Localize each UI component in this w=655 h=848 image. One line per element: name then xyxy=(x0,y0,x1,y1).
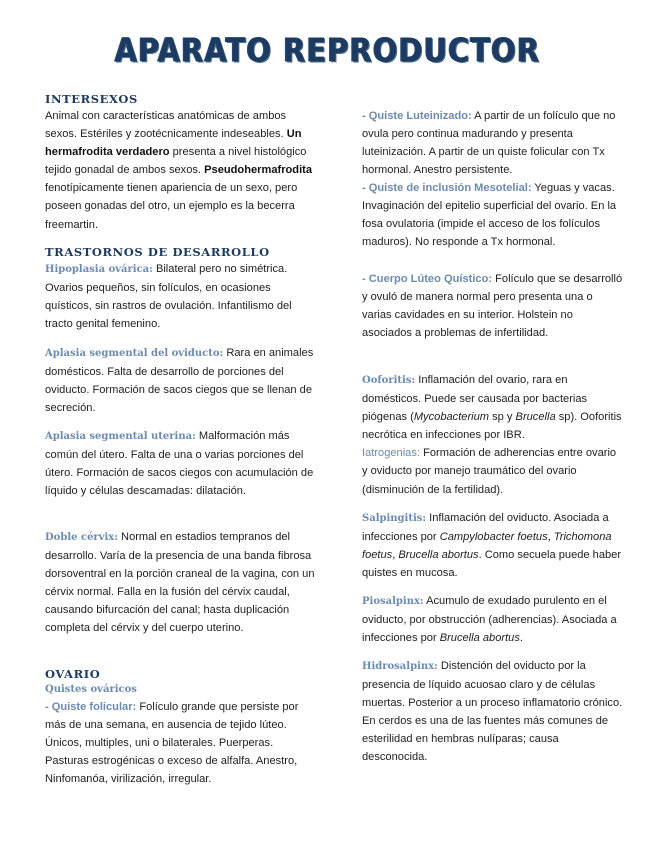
paragraph-intersexos: Animal con características anatómicas de ambos sexos. Estériles y zootécnicamente indeseables. Un hermafrodita verdadero presenta a nivel histológico tejido gonadal de ambos sexos. Pseudohermafrodita fenotípicamente tienen apariencia de un sexo, pero poseen gonadas del otro, un ejemplo es la becerra freemartin. xyxy=(45,110,313,231)
paragraph-hidrosalpinx: Hidrosalpinx: Distención del oviducto por la presencia de líquido acuosao claro y de células muertas. Posterior a un proceso inflamatorio crónico. En cerdos es una de las fuentes más comunes de esterilidad en hembras nulíparas; causa desconocida. xyxy=(362,660,623,764)
term-label: Hipoplasia ovárica: xyxy=(45,264,153,275)
term-label: Doble cérvix: xyxy=(45,532,118,543)
paragraph-piosalpinx: Piosalpinx: Acumulo de exudado purulento en el oviducto, por obstrucción (adherencias). Asociada a infecciones por Brucella abortus. xyxy=(362,595,617,645)
term-label: Aplasia segmental del oviducto: xyxy=(45,348,224,359)
paragraph-hipoplasia: Hipoplasia ovárica: Bilateral pero no simétrica. Ovarios pequeños, sin folículos, en ocasiones quísticos, sin rastros de ovulación. Infantilismo del tracto genital femenino. xyxy=(45,263,292,331)
paragraph-salpingitis: Salpingitis: Inflamación del oviducto. Asociada a infecciones por Campylobacter foetus, Trichomona foetus, Brucella abortus. Como secuela puede haber quistes en mucosa. xyxy=(362,512,622,580)
paragraph-quiste-luteinizado: - Quiste Luteinizado: A partir de un folículo que no ovula pero continua madurando y presenta luteinización. A partir de un quiste folicular con Tx hormonal. Anestro persistente. xyxy=(362,110,616,177)
term-label: Salpingitis: xyxy=(362,513,427,524)
paragraph-cuerpo-luteo: - Cuerpo Lúteo Quístico: Folículo que se desarrolló y ovuló de manera normal pero presenta una o varias cavidades en su interior. Holstein no asociados a problemas de infertilidad. xyxy=(362,273,623,340)
term-label: - Quiste Luteinizado: xyxy=(362,110,472,122)
section-heading-trastornos: TRASTORNOS DE DESARROLLO xyxy=(45,245,270,259)
term-pseudohermafrodita: Pseudohermafrodita xyxy=(204,164,313,177)
subheading-quistes-ovaricos: Quistes ováricos xyxy=(45,684,137,695)
page-title: APARATO REPRODUCTOR xyxy=(114,30,541,70)
paragraph-doble-cervix: Doble cérvix: Normal en estadios tempranos del desarrollo. Varía de la presencia de una banda fibrosa dorsoventral en la porción craneal de la vagina, con un cérvix normal. Falla en la fusión del cérvix caudal, causando bifurcación del canal; hasta duplicación completa del cérvix y del cuerpo uterino. xyxy=(45,531,315,635)
section-heading-intersexos: INTERSEXOS xyxy=(45,92,138,106)
term-label: Hidrosalpinx: xyxy=(362,661,438,672)
term-label: Piosalpinx: xyxy=(362,596,424,607)
paragraph-quiste-folicular: - Quiste folicular: Folículo grande que persiste por más de una semana, en ausencia de tejido lúteo. Únicos, multiples, uni o bilaterales. Puerperas. Pasturas estrogénicas o exceso de alfalfa. Anestro, Ninfomanóa, virilización, irregular. xyxy=(45,701,299,786)
section-heading-ovario: OVARIO xyxy=(45,667,101,681)
paragraph-aplasia-uterina: Aplasia segmental uterina: Malformación más común del útero. Falta de una o varias porciones del útero. Formación de sacos ciegos con acumulación de líquido y células descamadas: dilatación. xyxy=(45,430,314,498)
term-label: - Cuerpo Lúteo Quístico: xyxy=(362,273,493,285)
paragraph-quiste-mesotelial: - Quiste de inclusión Mesotelial: Yeguas y vacas. Invaginación del epitelio superficial del ovario. En la fosa ovulatoria (impide el acceso de los folículos maduros). No responde a Tx hormonal. xyxy=(362,182,617,249)
term-label: - Quiste folicular: xyxy=(45,701,137,713)
term-label: - Quiste de inclusión Mesotelial: xyxy=(362,182,532,194)
term-label: Iatrogenias: xyxy=(362,447,420,460)
paragraph-ooforitis: Ooforitis: Inflamación del ovario, rara en domésticos. Puede ser causada por bacterias piógenas (Mycobacterium sp y Brucella sp). Ooforitis necrótica en infecciones por IBR. Iatrogenias: Formación de adherencias entre ovario y oviducto por manejo traumático del ovario (disminución de la fertilidad). xyxy=(362,374,622,496)
term-label: Ooforitis: xyxy=(362,375,416,386)
paragraph-aplasia-oviducto: Aplasia segmental del oviducto: Rara en animales domésticos. Falta de desarrollo de porciones del oviducto. Formación de sacos ciegos que se llenan de secreción. xyxy=(45,347,314,415)
term-hermafrodita-verdadero: Un hermafrodita verdadero xyxy=(45,128,302,159)
term-label: Aplasia segmental uterina: xyxy=(45,431,196,442)
